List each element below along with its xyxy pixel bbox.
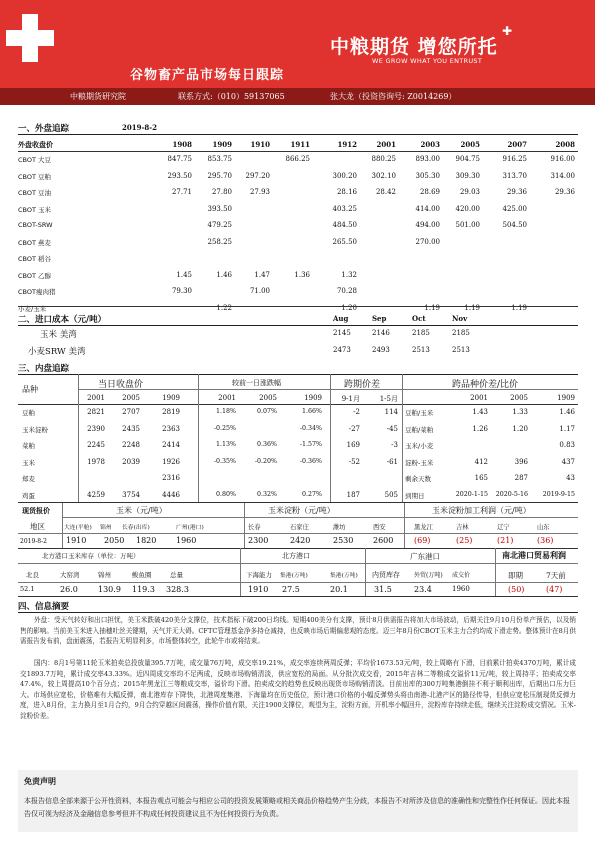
table-cell: 1.20 <box>341 303 357 312</box>
table-cell: 396 <box>514 457 528 466</box>
table-cell: 1.32 <box>341 270 357 279</box>
table-cell: 484.50 <box>332 221 357 229</box>
table-cell: 314.00 <box>550 171 575 180</box>
table-cell: 187 <box>346 490 360 499</box>
row-label: 鸡蛋 <box>22 491 35 500</box>
table-cell: 0.83 <box>559 441 575 449</box>
column-header: 2001 <box>218 394 236 402</box>
table-cell: 2435 <box>122 424 140 433</box>
column-header: 即期 <box>508 571 523 580</box>
table-cell: 1910 <box>66 536 87 545</box>
row-label: CBOT 大豆 <box>18 156 52 164</box>
table-cell: 2363 <box>162 424 180 433</box>
table-cell: 29.36 <box>554 188 575 196</box>
divider <box>18 533 578 534</box>
table-cell: (69) <box>414 536 431 545</box>
row-label: CBOT-SRW <box>18 221 53 229</box>
row-label: 玉米 美湾 <box>40 330 77 340</box>
table-cell: 1.66% <box>301 408 322 415</box>
divider <box>62 503 63 548</box>
cross-icon <box>6 30 54 46</box>
divider <box>18 404 578 405</box>
column-header: 7天前 <box>546 571 566 580</box>
table-cell: 328.3 <box>166 585 189 594</box>
row-label: 地区 <box>30 522 45 531</box>
table-cell: 295.70 <box>207 171 232 180</box>
table-cell: 1.17 <box>559 424 575 433</box>
table-cell: 27.5 <box>282 585 300 594</box>
column-header: 1909 <box>304 394 322 402</box>
table-cell: 1.26 <box>472 424 488 433</box>
table-cell: 270.00 <box>415 237 440 246</box>
table-cell: 2248 <box>122 441 140 449</box>
table-cell: -0.35% <box>213 457 236 465</box>
table-cell: 1910 <box>248 585 269 594</box>
table-cell: 70.28 <box>336 287 357 295</box>
table-cell: 437 <box>561 457 575 466</box>
table-cell: 287 <box>514 474 528 482</box>
table-cell: 504.50 <box>502 221 527 229</box>
table-cell: -27 <box>348 424 360 433</box>
table-cell: -0.34% <box>299 424 322 432</box>
table-cell: 494.00 <box>415 221 440 229</box>
divider <box>18 502 578 503</box>
table-cell: 2513 <box>452 346 470 354</box>
table-cell: 1.33 <box>512 408 528 416</box>
column-header: 南北港口贸易利润 <box>502 550 566 560</box>
column-header: 1908 <box>172 140 192 149</box>
report-date: 2019-8-2 <box>122 123 158 132</box>
table-cell: 420.00 <box>455 204 480 213</box>
column-header: Aug <box>333 314 349 323</box>
column-header: 跨品种价差/比价 <box>452 380 519 390</box>
table-cell: -45 <box>386 424 398 433</box>
divider <box>18 548 578 549</box>
column-header: 大窑湾 <box>60 571 80 579</box>
column-header: 大连(平舱) <box>64 525 92 531</box>
column-header: 石家庄 <box>290 524 309 531</box>
row-label: 豆粕 <box>22 409 35 417</box>
table-cell: 4446 <box>162 490 180 499</box>
table-cell: 0.80% <box>215 490 236 498</box>
column-header: 2005 <box>259 394 277 402</box>
table-cell: 3754 <box>122 490 140 499</box>
row-label: 玉米/小麦 <box>405 442 434 450</box>
table-cell: -1.57% <box>299 441 322 448</box>
section-title: 三、内盘追踪 <box>18 362 578 375</box>
column-header: 成交价 <box>452 572 471 579</box>
table-cell: 2600 <box>373 536 394 545</box>
table-cell: 425.00 <box>502 204 527 213</box>
table-cell: 2185 <box>412 329 430 337</box>
divider <box>330 389 402 390</box>
table-cell: 29.03 <box>459 188 480 196</box>
table-cell: 1820 <box>136 536 157 545</box>
table-cell: 2414 <box>162 441 180 449</box>
column-header: 玉米淀粉（元/吨） <box>268 506 335 515</box>
table-cell: 1978 <box>87 457 105 466</box>
table-cell: 1.43 <box>472 408 488 416</box>
table-cell: 305.30 <box>415 171 440 180</box>
table-cell: 505 <box>384 490 398 499</box>
divider <box>404 503 405 548</box>
column-header: 1910 <box>250 140 270 149</box>
table-cell: 52.1 <box>20 585 35 593</box>
table-cell: -0.36% <box>299 457 322 465</box>
table-cell: (25) <box>456 536 473 545</box>
table-cell: 1960 <box>452 585 470 593</box>
table-cell: 904.75 <box>455 155 480 163</box>
divider <box>402 389 578 390</box>
column-header: Sep <box>372 314 387 323</box>
summary-paragraph: 国内：8月1号第11轮玉米拍卖总投放量395.7万吨，成交量76万吨，成交率19.21%，成交率连续两周反弹；平均价1673.53元/吨，较上周略有下滑，目前累计拍卖4370万吨，累计成交1893.7万吨，累计成交率43.33%。近四周成交率均不足两成，反映市场购销清淡，供应宽松的局面。从分批次成交看，2015年吉林二等粮成交溢价11元/吨，较上周持平；拍卖成交率47.4%，较上周提高10个百分点；2015年黑龙江三等粮成交率，溢价均下滑。拍卖成交的趋势也反映出现货市场购销清淡。目前出库的300万吨集港倒挂不利于顺利出库，后期出口压力巨大。市场供应宽松，价格难有大幅反弹，南北港库存下降快，北港周度集港、下海量均在历史低位，预计港口价格的小幅反弹势头将由南港-北港产区的路径传导，但供应宽松压制现货反弹力度，进入8月份，主力换月至1月合约，9月合约穿越区间震荡，操作价值有限，关注1900支撑位，观望为主，淀粉方面，开机率小幅回升，淀粉库存持续走低，继续关注淀粉成交情况。玉米-淀粉价差。 <box>20 659 576 720</box>
summary-paragraph: 外盘：受天气转好和出口担忧，美玉米跌破420美分支撑位，技术指标下破200日均线。短期400美分有支撑，预计8月供需报告将加大市场波动，后期关注9月10月份单产预估，以及销售的影响。当前美玉米进入抽穗吐丝关键期，天气并无大碍。CFTC管理基金净多持仓减持，也反映市场后期偏悲观的态度。迈三年8月份CBOT玉米主力合约均成下滑走势。整体预计在8月供需报告发布前，盘面震荡，若报告无明显利多，市场整体转空，此轮牛市或将结束。 <box>20 616 576 646</box>
table-cell: 297.20 <box>245 171 270 180</box>
table-cell: 2707 <box>122 408 140 416</box>
table-cell: 403.25 <box>332 204 357 213</box>
column-header: 北方港口 <box>282 552 310 560</box>
column-header: 内贸库存 <box>372 571 400 579</box>
table-cell: 23.4 <box>414 585 432 594</box>
divider <box>330 374 331 502</box>
table-cell: (47) <box>546 585 563 594</box>
table-cell: 2245 <box>87 441 105 449</box>
row-label: 郑麦 <box>22 475 35 483</box>
table-cell: 28.16 <box>336 188 357 196</box>
divider <box>198 389 330 390</box>
column-header: 长春(出库) <box>122 525 150 531</box>
table-cell: 1.19 <box>464 303 480 312</box>
row-label: CBOT 玉米 <box>18 205 52 214</box>
divider <box>495 548 496 596</box>
table-cell: 2019-8-2 <box>20 538 47 545</box>
divider <box>244 503 245 548</box>
column-header: 长春 <box>248 524 261 531</box>
table-cell: 2530 <box>333 536 354 545</box>
contact-info: 联系方式:（010）59137065 <box>178 92 285 101</box>
table-cell: 847.75 <box>167 155 192 163</box>
table-cell: 853.75 <box>207 155 232 163</box>
divider <box>18 151 578 152</box>
row-label: 玉米淀粉 <box>22 425 48 434</box>
table-cell: 4259 <box>87 490 105 499</box>
table-cell: 1.46 <box>216 270 232 279</box>
column-header: 外贸(万吨) <box>414 572 443 579</box>
column-header: 2001 <box>376 140 396 149</box>
table-cell: 1.19 <box>424 303 440 312</box>
table-cell: 79.30 <box>171 287 192 295</box>
brand-name: 中粮期货 增您所托 <box>330 36 498 58</box>
column-header: 品种 <box>22 385 38 394</box>
row-label: 现货报价 <box>22 506 50 515</box>
table-cell: 2145 <box>333 329 351 337</box>
table-cell: 1.36 <box>294 270 310 279</box>
column-header: 2001 <box>87 394 105 402</box>
section-title: 二、进口成本（元/吨） <box>18 313 578 326</box>
table-cell: 2819 <box>162 408 180 416</box>
table-cell: (36) <box>537 536 554 545</box>
table-cell: 71.00 <box>249 287 270 295</box>
table-cell: 893.00 <box>415 155 440 163</box>
table-header-label: 外盘收盘价 <box>18 140 53 149</box>
row-label: CBOT 豆油 <box>18 189 52 197</box>
column-header: 跨期价差 <box>344 380 381 390</box>
row-label: CBOT 燕麦 <box>18 238 52 247</box>
table-cell: 2513 <box>412 346 430 354</box>
table-cell: 866.25 <box>285 155 310 163</box>
institute-name: 中粮期货研究院 <box>70 92 126 101</box>
table-cell: 27.93 <box>249 188 270 196</box>
table-cell: 1.45 <box>176 270 192 279</box>
table-cell: 2050 <box>104 536 125 545</box>
table-cell: 2185 <box>452 329 470 337</box>
table-cell: 309.30 <box>455 171 480 180</box>
table-cell: 31.5 <box>374 585 392 594</box>
row-label: 菜粕 <box>22 442 35 450</box>
table-cell: 2019-9-15 <box>542 490 575 498</box>
table-cell: 265.50 <box>332 237 357 246</box>
table-cell: 479.25 <box>207 221 232 229</box>
column-header: 西安 <box>373 524 386 531</box>
table-cell: 1.20 <box>512 424 528 433</box>
table-cell: 1960 <box>176 536 197 545</box>
table-cell: -2 <box>353 408 360 416</box>
column-header: 2003 <box>420 140 440 149</box>
divider <box>402 374 403 502</box>
column-header: 1909 <box>212 140 232 149</box>
table-cell: 20.1 <box>330 585 348 594</box>
table-cell: 2390 <box>87 424 105 433</box>
column-header: 黑龙江 <box>414 524 433 531</box>
section-title: 四、信息摘要 <box>18 600 578 613</box>
header-banner <box>0 0 595 88</box>
row-label: 豆粕/菜粕 <box>405 425 434 434</box>
divider <box>78 389 198 390</box>
analyst-info: 张大龙（投资咨询号: Z0014269） <box>330 92 457 101</box>
table-cell: 1.46 <box>559 408 575 416</box>
table-cell: 1.13% <box>215 441 236 448</box>
divider <box>18 582 578 583</box>
table-cell: 119.3 <box>132 585 155 594</box>
table-cell: 412 <box>474 457 488 466</box>
divider <box>62 517 578 518</box>
column-header: 9-1月 <box>341 395 360 403</box>
table-cell: 1.47 <box>254 270 270 279</box>
column-header: 1912 <box>337 140 357 149</box>
column-header: 潍坊 <box>333 524 346 531</box>
table-cell: 165 <box>474 474 488 482</box>
table-cell: 916.25 <box>502 155 527 163</box>
table-cell: 29.36 <box>506 188 527 196</box>
table-cell: 2146 <box>372 329 390 337</box>
table-cell: 916.00 <box>550 155 575 163</box>
divider <box>240 548 241 596</box>
table-cell: 2300 <box>248 536 269 545</box>
table-cell: 2821 <box>87 408 105 416</box>
table-cell: (21) <box>497 536 514 545</box>
table-cell: 2473 <box>333 346 351 354</box>
row-label: CBOT 豆粕 <box>18 172 52 181</box>
table-cell: 28.69 <box>419 188 440 196</box>
table-cell: 300.20 <box>332 171 357 180</box>
row-label: CBOT 稻谷 <box>18 255 52 263</box>
column-header: 2005 <box>510 394 528 402</box>
column-header: 鲅鱼圈 <box>132 571 152 579</box>
row-label: 淀粉-玉米 <box>405 458 434 467</box>
table-cell: 0.36% <box>256 441 277 448</box>
column-header: 吉林 <box>456 524 469 531</box>
table-cell: 0.07% <box>256 408 277 415</box>
divider <box>78 374 79 502</box>
table-cell: -61 <box>386 457 398 466</box>
table-cell: 313.70 <box>502 171 527 180</box>
column-header: 2008 <box>555 140 575 149</box>
divider <box>18 563 578 564</box>
table-cell: -0.25% <box>213 424 236 432</box>
table-cell: 2039 <box>122 457 140 466</box>
column-header: 2001 <box>470 394 488 402</box>
table-cell: -52 <box>348 457 360 466</box>
column-header: 北良 <box>26 571 39 579</box>
column-header: 广东港口 <box>410 552 440 561</box>
table-cell: 258.25 <box>207 237 232 246</box>
section-title: 一、外盘追踪 <box>18 122 578 135</box>
table-cell: 27.80 <box>211 188 232 196</box>
row-label: CBOT瘦肉猪 <box>18 288 56 296</box>
row-label: 到期日 <box>405 491 425 500</box>
column-header: 1909 <box>162 394 180 402</box>
table-cell: 130.9 <box>98 585 121 594</box>
table-cell: 1.22 <box>216 303 232 312</box>
column-header: 集港(万吨) <box>330 573 358 579</box>
divider <box>365 548 366 596</box>
brand-slogan: WE GROW WHAT YOU ENTRUST <box>372 57 483 65</box>
table-cell: 1.18% <box>215 408 236 415</box>
plus-sparkle-icon: ✚ <box>502 24 513 38</box>
column-header: 集港(万吨) <box>280 573 308 579</box>
table-cell: 0.32% <box>256 490 277 498</box>
column-header: 辽宁 <box>497 524 510 531</box>
column-header: 1909 <box>557 394 575 402</box>
column-header: 锦州 <box>98 571 111 579</box>
table-cell: 2420 <box>290 536 311 545</box>
disclaimer-title: 免责声明 <box>24 776 56 786</box>
column-header: 山东 <box>537 524 550 531</box>
table-cell: (50) <box>508 585 525 594</box>
column-header: 较前一日涨跌幅 <box>232 379 281 387</box>
table-cell: -0.20% <box>254 457 277 465</box>
row-label: 小麦SRW 美湾 <box>28 347 86 357</box>
table-cell: 28.42 <box>375 188 396 196</box>
table-cell: 2316 <box>162 474 180 482</box>
column-header: 1-5月 <box>379 395 398 403</box>
table-cell: 393.50 <box>207 204 232 213</box>
table-cell: -3 <box>391 441 398 449</box>
row-label: 豆粕/玉米 <box>405 409 434 417</box>
column-header: Oct <box>412 314 426 323</box>
table-cell: 501.00 <box>455 221 480 229</box>
table-cell: 1.19 <box>511 303 527 312</box>
row-label: 剩余天数 <box>405 475 431 483</box>
column-header: 2007 <box>507 140 527 149</box>
table-cell: 114 <box>384 408 398 416</box>
column-header: 玉米（元/吨） <box>116 506 167 515</box>
report-title: 谷物畜产品市场每日跟踪 <box>130 68 285 83</box>
table-cell: 0.27% <box>301 490 322 498</box>
table-cell: 26.0 <box>60 585 78 594</box>
table-cell: 2493 <box>372 346 390 354</box>
table-cell: 293.50 <box>167 171 192 180</box>
column-header: 广州(港口) <box>176 525 204 531</box>
column-header: Nov <box>452 314 468 323</box>
divider <box>18 596 578 597</box>
row-label: 小麦/玉米 <box>18 304 47 313</box>
column-header: 锦州 <box>100 525 112 531</box>
row-label: 玉米 <box>22 458 35 467</box>
column-header: 总量 <box>170 571 183 579</box>
divider <box>198 374 199 502</box>
table-cell: 27.71 <box>171 188 192 196</box>
column-header: 玉米淀粉加工利润（元/吨） <box>432 506 531 515</box>
table-cell: 414.00 <box>415 204 440 213</box>
table-cell: 2020-1-15 <box>455 490 488 498</box>
table-cell: 43 <box>566 474 575 482</box>
column-header: 2005 <box>122 394 140 402</box>
table-cell: 169 <box>346 441 360 449</box>
row-label: CBOT 乙醇 <box>18 271 52 280</box>
table-cell: 302.10 <box>371 171 396 180</box>
column-header: 1911 <box>290 140 310 149</box>
column-header: 当日收盘价 <box>98 380 144 390</box>
table-cell: 1926 <box>162 457 180 466</box>
column-header: 下海能力 <box>246 571 272 579</box>
table-cell: 2020-5-16 <box>495 490 528 498</box>
header-info-bar <box>0 88 595 105</box>
divider <box>18 306 578 307</box>
column-header: 2005 <box>460 140 480 149</box>
disclaimer-text: 本报告信息全部来源于公开性资料，本报告观点可能会与相应公司的投资发展策略或相关商品价格趋势产生分歧，本报告不对所涉及信息的准确性和完整性作任何保证。因此本报告仅可视为经济及金融信息参考但并不构成任何投资建议且不为任何投资行为负责。 <box>24 797 570 818</box>
table-cell: 880.25 <box>371 155 396 163</box>
column-header: 北方港口玉米库存（单位：万吨） <box>42 552 140 560</box>
